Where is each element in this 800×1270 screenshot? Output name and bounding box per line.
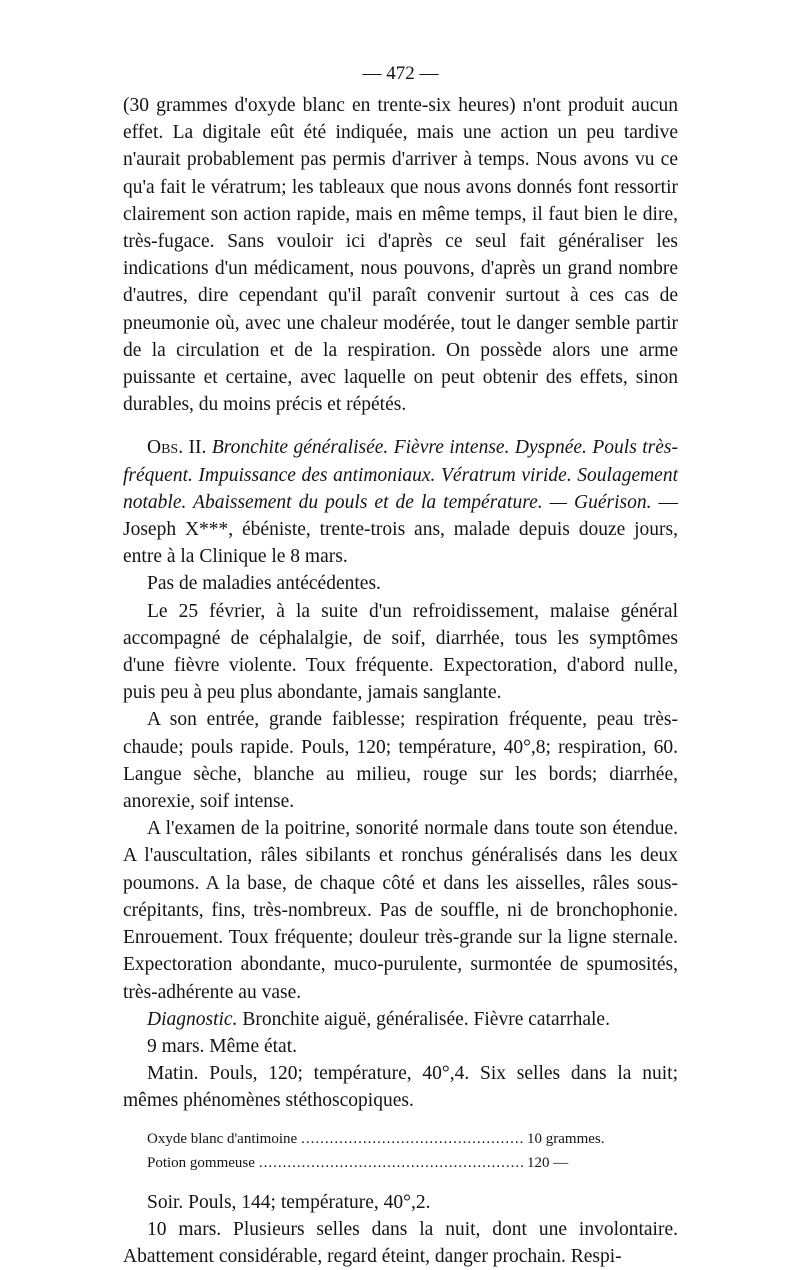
leader-dots [259,1151,523,1175]
paragraph-march-10: 10 mars. Plusieurs selles dans la nuit, dont une involontaire. Abattement considérable, regard éteint, danger prochain. Respi- [123,1218,678,1267]
paragraph-diagnosis [123,1006,678,1033]
paragraph-onset: Le 25 février, à la suite d'un refroidissement, malaise général accompagné de céphalalgie, de soif, diarrhée, tous les symptômes d'une fièvre violente. Toux fréquente. Expectoration, d'abord nulle, puis peu à peu plus abondante, jamais sanglante. [123,600,678,704]
paragraph-examination: A l'examen de la poitrine, sonorité normale dans toute son étendue. A l'auscultation, râles sibilants et ronchus généralisés dans les deux poumons. A la base, de chaque côté et dans les aisselles, râles sous-crépitants, fins, très-nombreux. Pas de souffle, ni de bronchophonie. Enrouement. Toux fréquente; douleur très-grande sur la ligne sternale. Expectoration abondante, muco-purulente, surmontée de spumosités, très-adhérente au vase. [123,818,678,1003]
paragraph-admission: A son entrée, grande faiblesse; respiration fréquente, peau très-chaude; pouls rapide. Pouls, 120; température, 40°,8; respiration, 60. Langue sèche, blanche au milieu, rouge sur les bords; diarrhée, anorexie, soif intense. [123,709,678,813]
observation-label: Obs. II. [147,437,207,459]
prescription-item-quantity: 120 — [527,1154,569,1171]
prescription-row [147,1151,617,1175]
observation-intro: — Joseph X***, ébéniste, trente-trois ans, malade depuis douze jours, entre à la Clinique le 8 mars. [123,491,678,568]
diagnosis-label: Diagnostic. [147,1008,238,1030]
paragraph-evening: Soir. Pouls, 144; température, 40°,2. [147,1191,431,1213]
diagnosis-text: Bronchite aiguë, généralisée. Fièvre catarrhale. [242,1008,610,1030]
page-number: — 472 — [362,63,439,84]
book-page [123,60,678,1270]
paragraph-morning: Matin. Pouls, 120; température, 40°,4. Six selles dans la nuit; mêmes phénomènes stéthoscopiques. [123,1063,678,1112]
observation-title: Bronchite généralisée. Fièvre intense. Dyspnée. Pouls très-fréquent. Impuissance des antimoniaux. Vératrum viride. Soulagement notable. Abaissement du pouls et de la température. — Guérison. [123,437,678,513]
leader-dots [301,1127,523,1151]
prescription-row [147,1127,617,1151]
prescription-item-name: Potion gommeuse [147,1154,255,1171]
observation-heading [123,434,678,570]
prescription-item-name: Oxyde blanc d'antimoine [147,1130,298,1147]
prescription-list [147,1127,617,1175]
paragraph-antecedents: Pas de maladies antécédentes. [147,573,381,595]
prescription-item-quantity: 10 grammes. [527,1130,605,1147]
paragraph-continuation: (30 grammes d'oxyde blanc en trente-six heures) n'ont produit aucun effet. La digitale eût été indiquée, mais une action un peu tardive n'aurait probablement pas permis d'arriver à temps. Nous avons vu ce qu'a fait le vératrum; les tableaux que nous avons donnés font ressortir clairement son action rapide, mais en même temps, il faut bien le dire, très-fugace. Sans vouloir ici d'après ce seul fait généraliser les indications d'un médicament, nous pouvons, d'après un grand nombre d'autres, dire cependant qu'il paraît convenir surtout à ces cas de pneumonie où, avec une chaleur modérée, tout le danger semble partir de la circulation et de la respiration. On possède alors une arme puissante et certaine, avec laquelle on peut obtenir des effets, sinon durables, du moins précis et répétés. [123,95,678,416]
paragraph-march-9: 9 mars. Même état. [147,1035,297,1057]
